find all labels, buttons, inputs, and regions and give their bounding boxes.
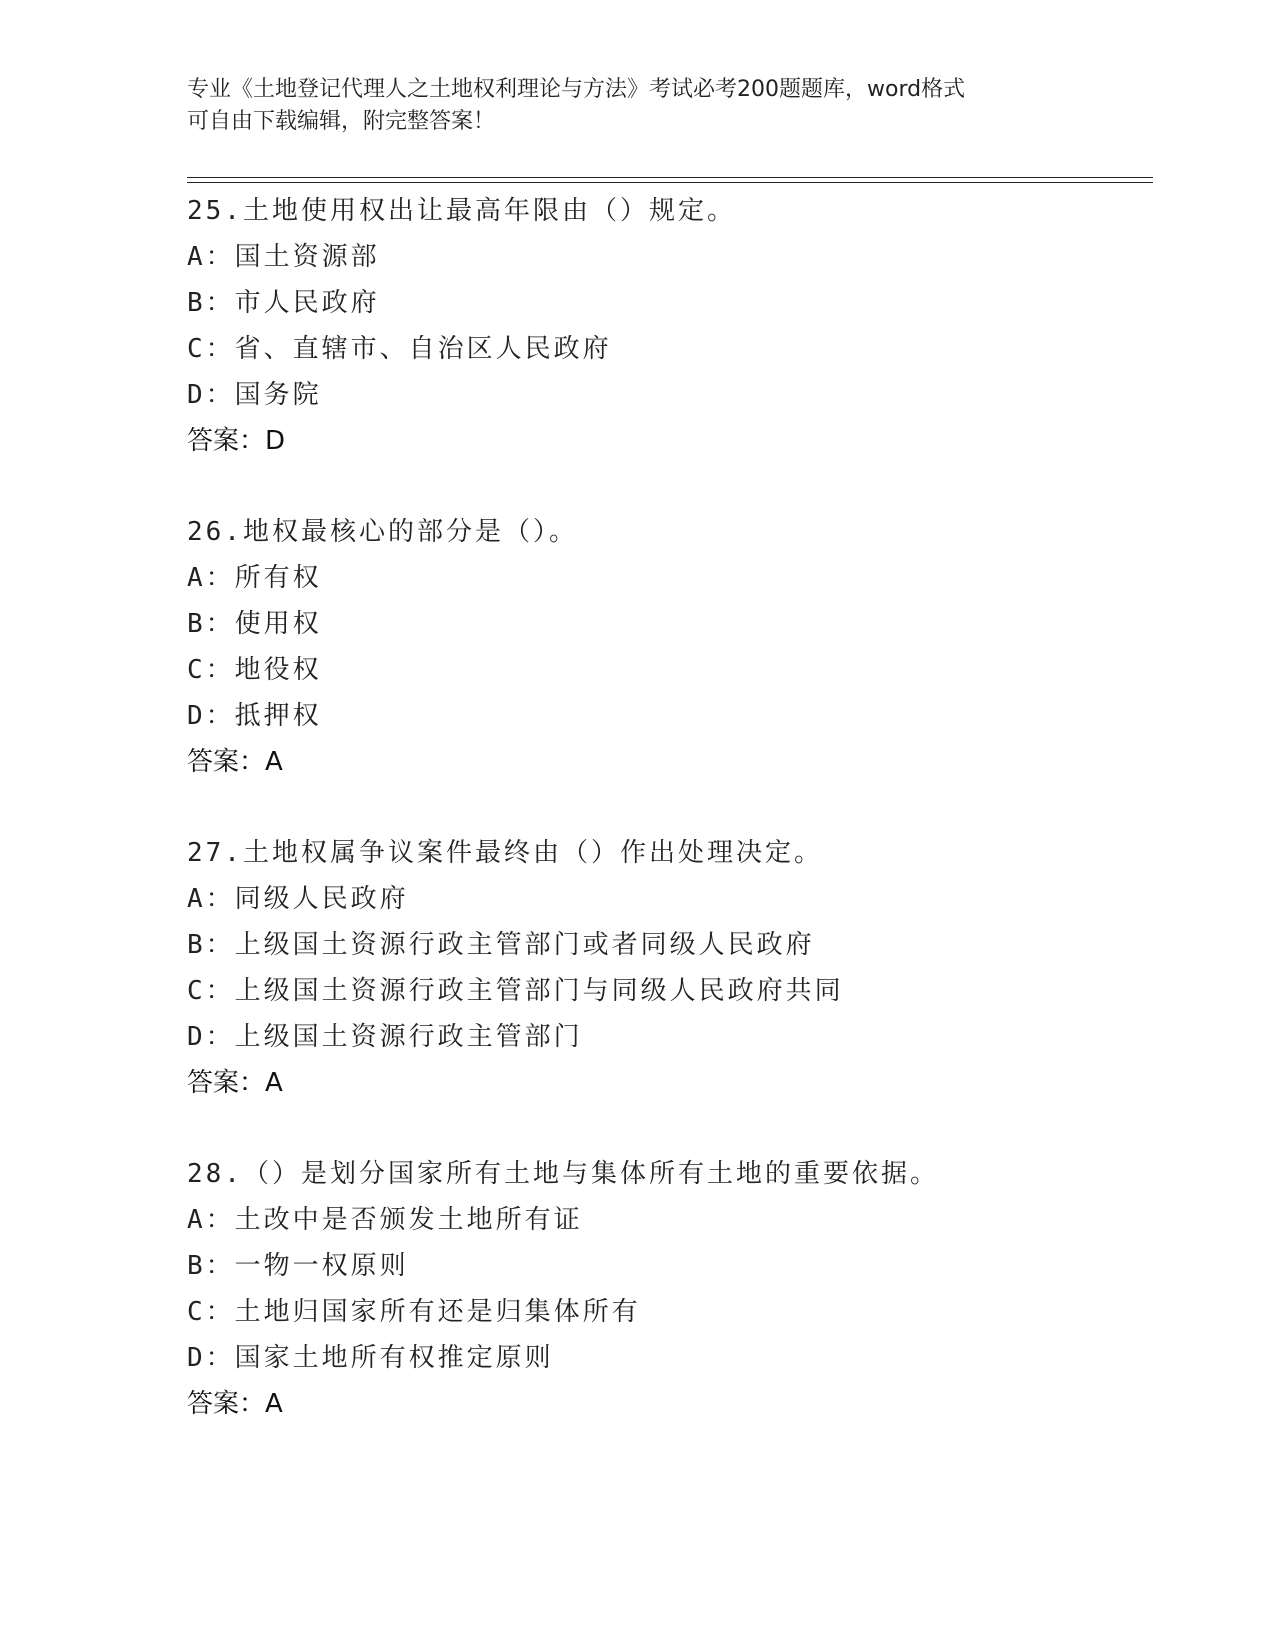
answer-label: 答案：A (187, 747, 283, 777)
question-28 (187, 1151, 1147, 1427)
option-c: C：地役权 (187, 655, 322, 685)
option-a: A：同级人民政府 (187, 884, 409, 914)
question-list (187, 188, 1147, 1427)
option-d: D：抵押权 (187, 701, 322, 731)
option-d: D：上级国土资源行政主管部门 (187, 1022, 583, 1052)
header-line-1: 专业《土地登记代理人之土地权利理论与方法》考试必考200题题库，word格式 (187, 77, 966, 102)
option-d: D：国务院 (187, 380, 322, 410)
question-stem: 26.地权最核心的部分是（）。 (187, 517, 578, 547)
option-a: A：国土资源部 (187, 242, 380, 272)
option-a: A：所有权 (187, 563, 322, 593)
option-b: B：使用权 (187, 609, 322, 639)
question-spacer (187, 464, 1147, 509)
header-divider-bottom (187, 182, 1153, 183)
question-stem: 27.土地权属争议案件最终由（）作出处理决定。 (187, 838, 823, 868)
question-26 (187, 509, 1147, 785)
header-line-2: 可自由下载编辑，附完整答案！ (187, 109, 496, 134)
option-c: C：省、直辖市、自治区人民政府 (187, 334, 612, 364)
question-25 (187, 188, 1147, 464)
option-c: C：上级国土资源行政主管部门与同级人民政府共同 (187, 976, 844, 1006)
option-c: C：土地归国家所有还是归集体所有 (187, 1297, 641, 1327)
option-b: B：上级国土资源行政主管部门或者同级人民政府 (187, 930, 815, 960)
option-a: A：土改中是否颁发土地所有证 (187, 1205, 583, 1235)
option-d: D：国家土地所有权推定原则 (187, 1343, 554, 1373)
question-stem: 28.（）是划分国家所有土地与集体所有土地的重要依据。 (187, 1159, 939, 1189)
header-divider-top (187, 177, 1153, 178)
document-header (187, 74, 1087, 138)
question-spacer (187, 785, 1147, 830)
question-spacer (187, 1106, 1147, 1151)
answer-label: 答案：A (187, 1389, 283, 1419)
option-b: B：一物一权原则 (187, 1251, 409, 1281)
answer-label: 答案：D (187, 426, 286, 456)
question-27 (187, 830, 1147, 1106)
answer-label: 答案：A (187, 1068, 283, 1098)
question-stem: 25.土地使用权出让最高年限由（）规定。 (187, 196, 736, 226)
option-b: B：市人民政府 (187, 288, 380, 318)
